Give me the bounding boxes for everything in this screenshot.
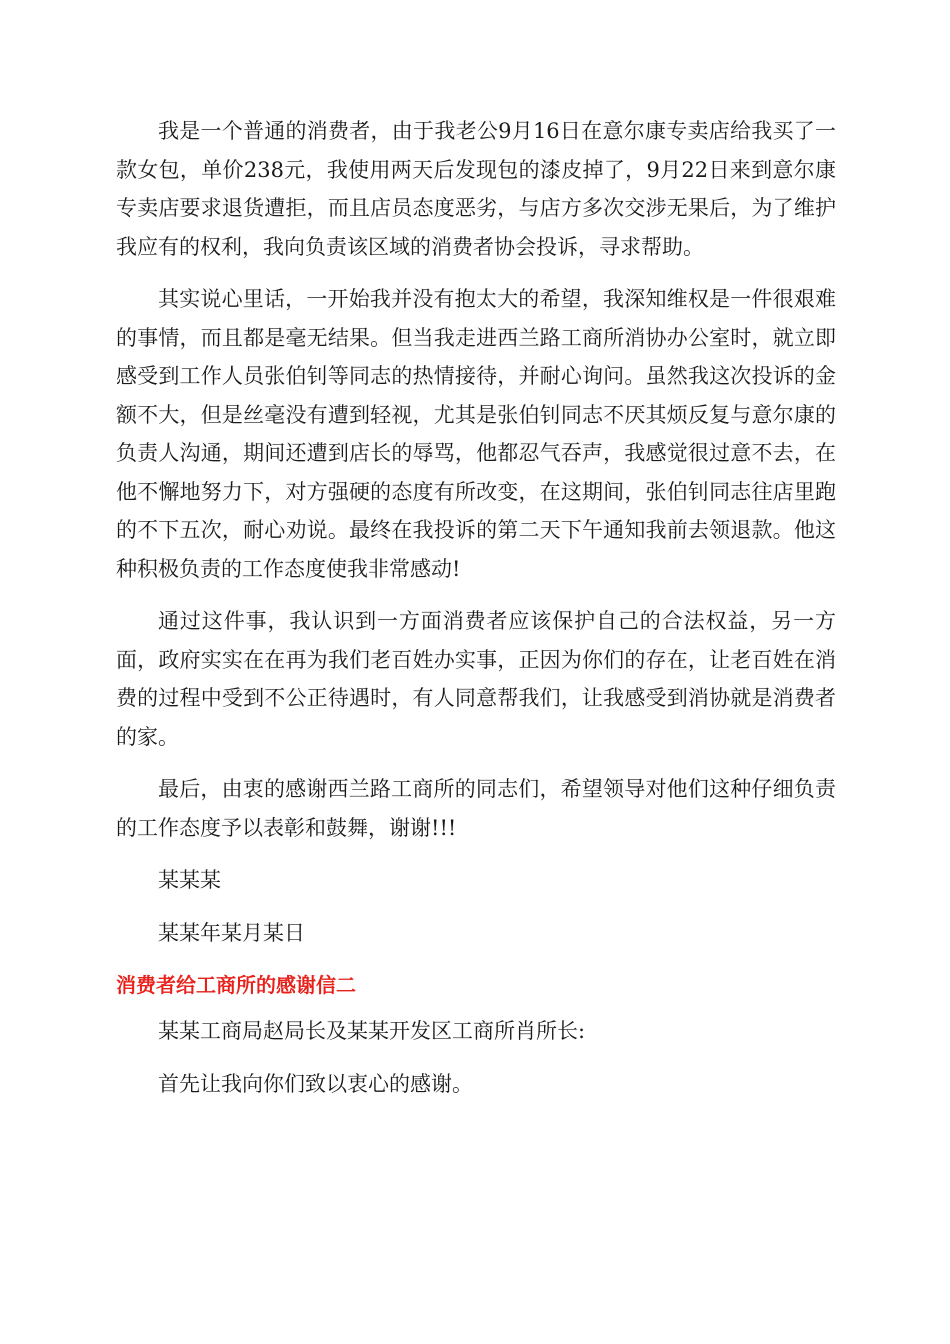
section-heading: 消费者给工商所的感谢信二 [116, 973, 356, 997]
paragraph-4: 最后，由衷的感谢西兰路工商所的同志们，希望领导对他们这种仔细负责的工作态度予以表彰和鼓舞，谢谢!!! [116, 777, 836, 840]
salutation: 某某工商局赵局长及某某开发区工商所肖所长: [158, 1019, 586, 1043]
signature: 某某某 [158, 868, 221, 892]
paragraph-2: 其实说心里话，一开始我并没有抱太大的希望，我深知维权是一件很艰难的事情，而且都是毫无结果。但当我走进西兰路工商所消协办公室时，就立即感受到工作人员张伯钊等同志的热情接待，并耐心询问。虽然我这次投诉的金额不大，但是丝毫没有遭到轻视，尤其是张伯钊同志不厌其烦反复与意尔康的负责人沟通，期间还遭到店长的辱骂，他都忍气吞声，我感觉很过意不去，在他不懈地努力下，对方强硬的态度有所改变，在这期间，张伯钊同志往店里跑的不下五次，耐心劝说。最终在我投诉的第二天下午通知我前去领退款。他这种积极负责的工作态度使我非常感动! [116, 287, 836, 581]
opening-line: 首先让我向你们致以衷心的感谢。 [158, 1071, 473, 1096]
date-line: 某某年某月某日 [158, 920, 305, 945]
document-body [116, 112, 836, 1117]
paragraph-3: 通过这件事，我认识到一方面消费者应该保护自己的合法权益，另一方面，政府实实在在再为我们老百姓办实事，正因为你们的存在，让老百姓在消费的过程中受到不公正待遇时，有人同意帮我们，让我感受到消协就是消费者的家。 [116, 609, 836, 749]
paragraph-1: 我是一个普通的消费者，由于我老公9月16日在意尔康专卖店给我买了一款女包，单价238元，我使用两天后发现包的漆皮掉了，9月22日来到意尔康专卖店要求退货遭拒，而且店员态度恶劣，与店方多次交涉无果后，为了维护我应有的权利，我向负责该区域的消费者协会投诉，寻求帮助。 [116, 119, 836, 259]
